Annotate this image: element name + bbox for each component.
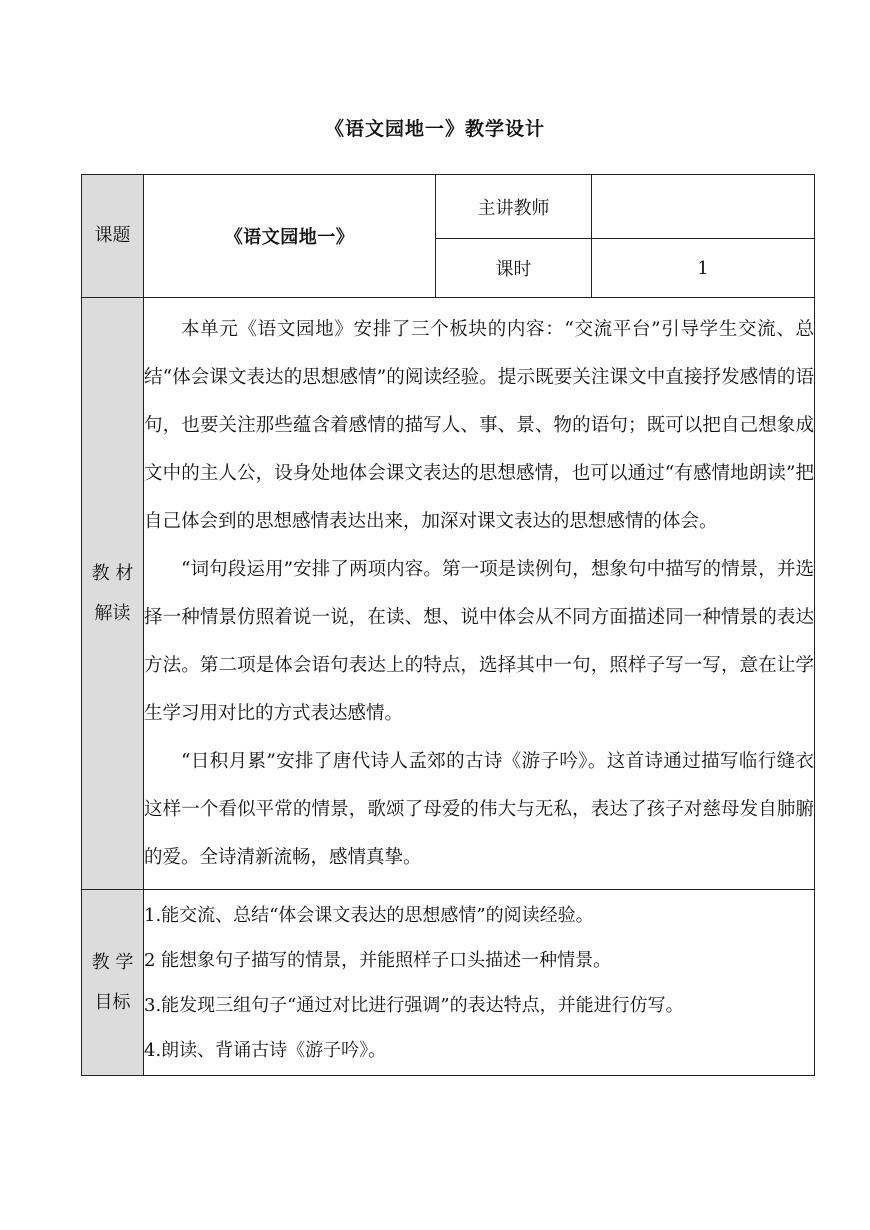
analysis-paragraph: “日积月累”安排了唐代诗人孟郊的古诗《游子吟》。这首诗通过描写临行缝衣这样一个看似平常的情景，歌颂了母爱的伟大与无私，表达了孩子对慈母发自肺腑的爱。全诗清新流畅，感情真挚。 xyxy=(144,750,814,868)
teacher-value xyxy=(592,175,815,239)
header-row-teacher xyxy=(82,175,815,239)
teacher-label: 主讲教师 xyxy=(436,175,592,239)
periods-value: 1 xyxy=(592,239,815,298)
document-title: 《语文园地一》教学设计 xyxy=(324,118,545,140)
textbook-analysis-row xyxy=(82,298,815,890)
topic-label: 课题 xyxy=(82,175,144,298)
analysis-paragraph: “词句段运用”安排了两项内容。第一项是读例句，想象句中描写的情景，并选择一种情景仿照着说一说，在读、想、说中体会从不同方面描述同一种情景的表达方法。第二项是体会语句表达上的特点，选择其中一句，照样子写一写，意在让学生学习用对比的方式表达感情。 xyxy=(144,558,814,724)
topic-value: 《语文园地一》 xyxy=(144,175,436,298)
teaching-goals-label-line1: 教 学 xyxy=(91,951,134,973)
teaching-goals-label xyxy=(82,890,144,1076)
lesson-plan-table xyxy=(81,174,815,1076)
teaching-goals-label-line2: 目标 xyxy=(94,991,131,1013)
teaching-goals-row xyxy=(82,890,815,1076)
textbook-analysis-content xyxy=(144,298,815,890)
textbook-analysis-label xyxy=(82,298,144,890)
goal-item: 2 能想象句子描写的情景，并能照样子口头描述一种情景。 xyxy=(144,949,612,971)
goal-item: 1.能交流、总结“体会课文表达的思想感情”的阅读经验。 xyxy=(144,904,594,926)
goal-item: 4.朗读、背诵古诗《游子吟》。 xyxy=(144,1039,387,1061)
teaching-goals-content xyxy=(144,890,815,1076)
textbook-analysis-label-line2: 解读 xyxy=(94,602,131,624)
goal-item: 3.能发现三组句子“通过对比进行强调”的表达特点，并能进行仿写。 xyxy=(144,994,684,1016)
analysis-paragraph: 本单元《语文园地》安排了三个板块的内容：“交流平台”引导学生交流、总结“体会课文表达的思想感情”的阅读经验。提示既要关注课文中直接抒发感情的语句，也要关注那些蕴含着感情的描写人、事、景、物的语句；既可以把自己想象成文中的主人公，设身处地体会课文表达的思想感情，也可以通过“有感情地朗读”把自己体会到的思想感情表达出来，加深对课文表达的思想感情的体会。 xyxy=(144,318,814,532)
periods-label: 课时 xyxy=(436,239,592,298)
textbook-analysis-label-line1: 教 材 xyxy=(91,562,134,584)
